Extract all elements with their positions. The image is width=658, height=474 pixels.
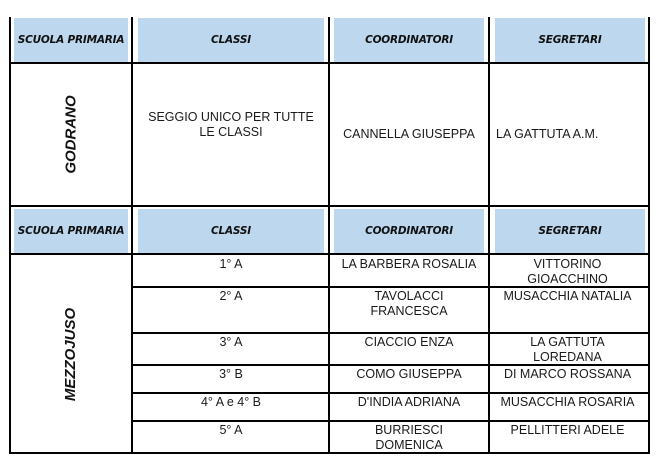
border-right [648,17,650,454]
border-left [9,17,11,454]
table-row-coordinatore: LA BARBERA ROSALIA [341,257,477,271]
table-row-classe: 2° A [219,289,243,303]
school-name: GODRANO [62,95,80,174]
row-divider [131,392,650,394]
row-divider [131,420,650,422]
table-row-segretario: MUSACCHIA ROSARIA [500,395,635,409]
border-col2 [328,17,330,454]
segretario-line2: LOREDANA [533,350,602,364]
header-segretari-2: SEGRETARI [495,209,645,253]
segretario-line1: LA GATTUTA [530,335,605,349]
row-divider [131,332,650,334]
godrano-coordinatore: CANNELLA GIUSEPPA [343,127,475,141]
school-godrano [10,64,132,205]
border-col1 [131,17,133,454]
classe-line2: LE CLASSI [199,125,263,139]
border-bottom [9,452,650,454]
coordinatore-line1: TAVOLACCI [374,289,444,303]
table-row-classe: 1° A [219,257,243,271]
table-row-coordinatore: D'INDIA ADRIANA [357,395,461,409]
row-divider [131,364,650,366]
table-row-segretario [490,257,645,287]
table-row-classe: 3° B [219,367,243,381]
table-row-coordinatore [330,289,488,319]
header-scuola-primaria: SCUOLA PRIMARIA [14,18,128,62]
table-row-segretario: PELLITTERI ADELE [510,423,625,437]
coordinatore-line2: FRANCESCA [370,304,448,318]
header-segretari: SEGRETARI [495,18,645,62]
border-under-godrano [9,205,650,207]
header-coordinatori-2: COORDINATORI [334,209,484,253]
header-coordinatori: COORDINATORI [334,18,484,62]
school-mezzojuso [10,256,132,452]
godrano-segretario: LA GATTUTA A.M. [496,127,599,141]
table-row-classe: 4° A e 4° B [200,395,262,409]
table-row-classe: 5° A [219,423,243,437]
segretario-line1: VITTORINO [533,257,602,271]
border-under-header2 [9,253,650,255]
table-row-segretario [490,335,645,365]
row-divider [131,286,650,288]
table-row-coordinatore: CIACCIO ENZA [364,335,454,349]
border-under-header1 [9,62,650,64]
classe-line1: SEGGIO UNICO PER TUTTE [148,110,314,124]
header-classi: CLASSI [138,18,324,62]
table-row-segretario: MUSACCHIA NATALIA [503,289,632,303]
coordinatore-line1: BURRIESCI [374,423,444,437]
header-classi-2: CLASSI [138,209,324,253]
border-col3 [488,17,490,454]
table-row-classe: 3° A [219,335,243,349]
table-row-coordinatore: COMO GIUSEPPA [356,367,462,381]
coordinatore-line2: DOMENICA [375,438,443,452]
godrano-classe [134,110,328,140]
segretario-line2: GIOACCHINO [527,272,608,286]
table-row-segretario: DI MARCO ROSSANA [503,367,632,381]
school-name: MEZZOJUSO [62,307,80,401]
header-scuola-primaria-2: SCUOLA PRIMARIA [14,209,128,253]
table-row-coordinatore [330,423,488,453]
